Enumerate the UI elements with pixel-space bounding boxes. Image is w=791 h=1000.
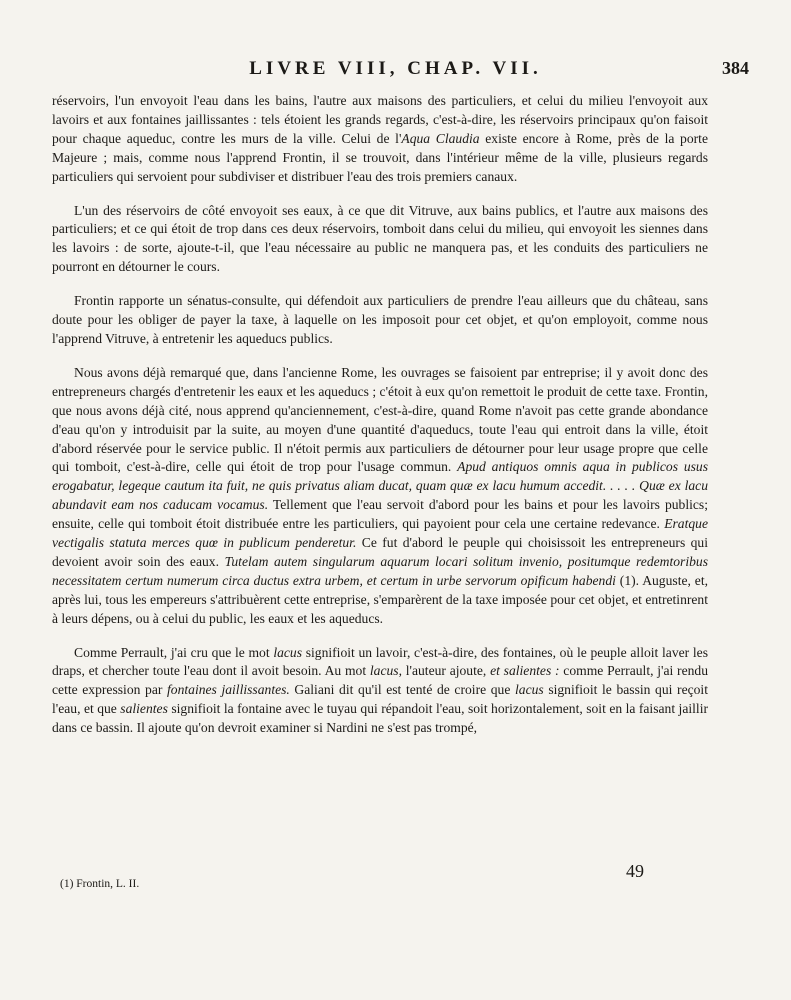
text-run: réservoirs, l'un envoyoit l'eau dans les bains, l'autre aux maisons des particuliers, et celui du milieu l'envoyoit aux lavoirs et aux fontaines jaillissantes : tels étoient les grands regards, c'est-à-dire, les réservoirs principaux qu'on faisoit pour chaque aqueduc, contre les murs de la ville. Celui de l' bbox=[52, 93, 708, 146]
text-run: Tellement que l'eau servoit d'abord pour les bains et pour les lavoirs publics; ensuite, celle qui tomboit étoit distribuée entre les particuliers, qui payoient pour cela une certaine redevance. bbox=[52, 497, 708, 532]
text-run: Nous avons déjà remarqué que, dans l'ancienne Rome, les ouvrages se faisoient par entreprise; il y avoit donc des entrepreneurs chargés d'entretenir les eaux et les aqueducs ; c'étoit à eux qu'on remettoit le produit de cette taxe. Frontin, que nous avons déjà cité, nous apprend qu'anciennement, c'est-à-dire, quand Rome n'avoit pas cette grande abondance d'eau qu'on y introduisit par la suite, au moyen d'une quantité d'aqueducs, toute l'eau qui entroit dans la ville, étoit d'abord réservée pour le service public. Il n'étoit permis aux particuliers de détourner pour leur usage propre que celle qui tomboit, c'est-à-dire, celle qui étoit de trop pour l'usage commun. bbox=[52, 364, 708, 475]
italic-text: Aqua Claudia bbox=[401, 130, 480, 146]
text-run: signifioit un lavoir, c'est-à-dire, des fontaines, où le peuple alloit laver les draps, et chercher toute l'eau dont il avoit besoin. Au mot bbox=[52, 644, 708, 679]
italic-text: Eratque vectigalis statuta merces quœ in publicum penderetur. bbox=[52, 516, 708, 551]
text-run: Ce fut d'abord le peuple qui choisissoit les entrepreneurs qui devoient avoir soin des eaux. bbox=[52, 535, 708, 569]
italic-text: lacus bbox=[273, 644, 303, 660]
italic-text: Tutelam autem singularum aquarum locari solitum invenio, positumque redemtoribus necessitatem certum numerum circa ductus extra urbem, et certum in urbe servorum opificum habendi bbox=[52, 553, 708, 588]
body-text bbox=[52, 92, 708, 738]
text-run: Comme Perrault, j'ai cru que le mot bbox=[74, 644, 274, 660]
footnote: (1) Frontin, L. II. bbox=[60, 878, 140, 890]
text-run: signifioit la fontaine avec le tuyau qui répandoit l'eau, soit horizontalement, soit en la faisant jaillir dans ce bassin. Il ajoute qu'on devroit examiner si Nardini ne s'est pas trompé, bbox=[52, 701, 708, 736]
italic-text: lacus bbox=[515, 682, 544, 698]
paragraph bbox=[52, 644, 708, 739]
signature-mark: 49 bbox=[626, 861, 644, 881]
text-run: Galiani dit qu'il est tenté de croire que bbox=[289, 682, 515, 698]
running-title: LIVRE VIII, CHAP. VII. bbox=[249, 58, 542, 79]
paragraph bbox=[52, 202, 708, 278]
text-run: , l'auteur ajoute, bbox=[398, 663, 491, 679]
text-run: comme Perrault, j'ai rendu cette expression par bbox=[52, 663, 709, 698]
paragraph bbox=[52, 364, 708, 629]
italic-text: et salientes : bbox=[490, 663, 560, 679]
italic-text: Apud antiquos omnis aqua in publicos usus erogabatur, legeque cautum ita fuit, ne quis privatus aliam ducat, quam quæ ex lacu humum accedit. . . . . Quæ ex lacu abundavit eam nos caducam vocamus. bbox=[52, 459, 708, 513]
text-run: existe encore à Rome, près de la porte Majeure ; mais, comme nous l'apprend Frontin, il se trouvoit, dans l'intérieur même de la ville, plusieurs regards particuliers qui servoient pour subdiviser et distribuer l'eau des trois premiers canaux. bbox=[52, 130, 708, 184]
paragraph bbox=[52, 292, 708, 349]
text-run: signifioit le bassin qui reçoit l'eau, et que bbox=[52, 682, 708, 717]
text-run: L'un des réservoirs de côté envoyoit ses eaux, à ce que dit Vitruve, aux bains publics, et l'autre aux maisons des particuliers; et ce qui étoit de trop dans ces deux réservoirs, tomboit dans celui du milieu, qui envoyoit les siennes dans les lavoirs : de sorte, ajoute-t-il, que l'eau nécessaire au public ne manquera pas, et les conduits des particuliers ne pourront en détourner le cours. bbox=[52, 202, 708, 275]
italic-text: fontaines jaillissantes. bbox=[167, 682, 290, 698]
page-header bbox=[0, 56, 791, 86]
text-run: (1). Auguste, et, après lui, tous les empereurs s'attribuèrent cette entreprise, s'emparèrent de la taxe imposée pour cet objet, et entretinrent à leurs dépens, ou à celui du public, les eaux et les aqueducs. bbox=[52, 572, 708, 626]
italic-text: salientes bbox=[120, 701, 168, 717]
italic-text: lacus bbox=[369, 663, 399, 679]
text-run: Frontin rapporte un sénatus-consulte, qui défendoit aux particuliers de prendre l'eau ailleurs que du château, sans doute pour les obliger de payer la taxe, à laquelle on les imposoit pour cet objet, et qu'on employoit, comme nous l'apprend Vitruve, à entretenir les aqueducs publics. bbox=[52, 293, 708, 346]
paragraph bbox=[52, 92, 708, 187]
page-number: 384 bbox=[722, 58, 749, 78]
